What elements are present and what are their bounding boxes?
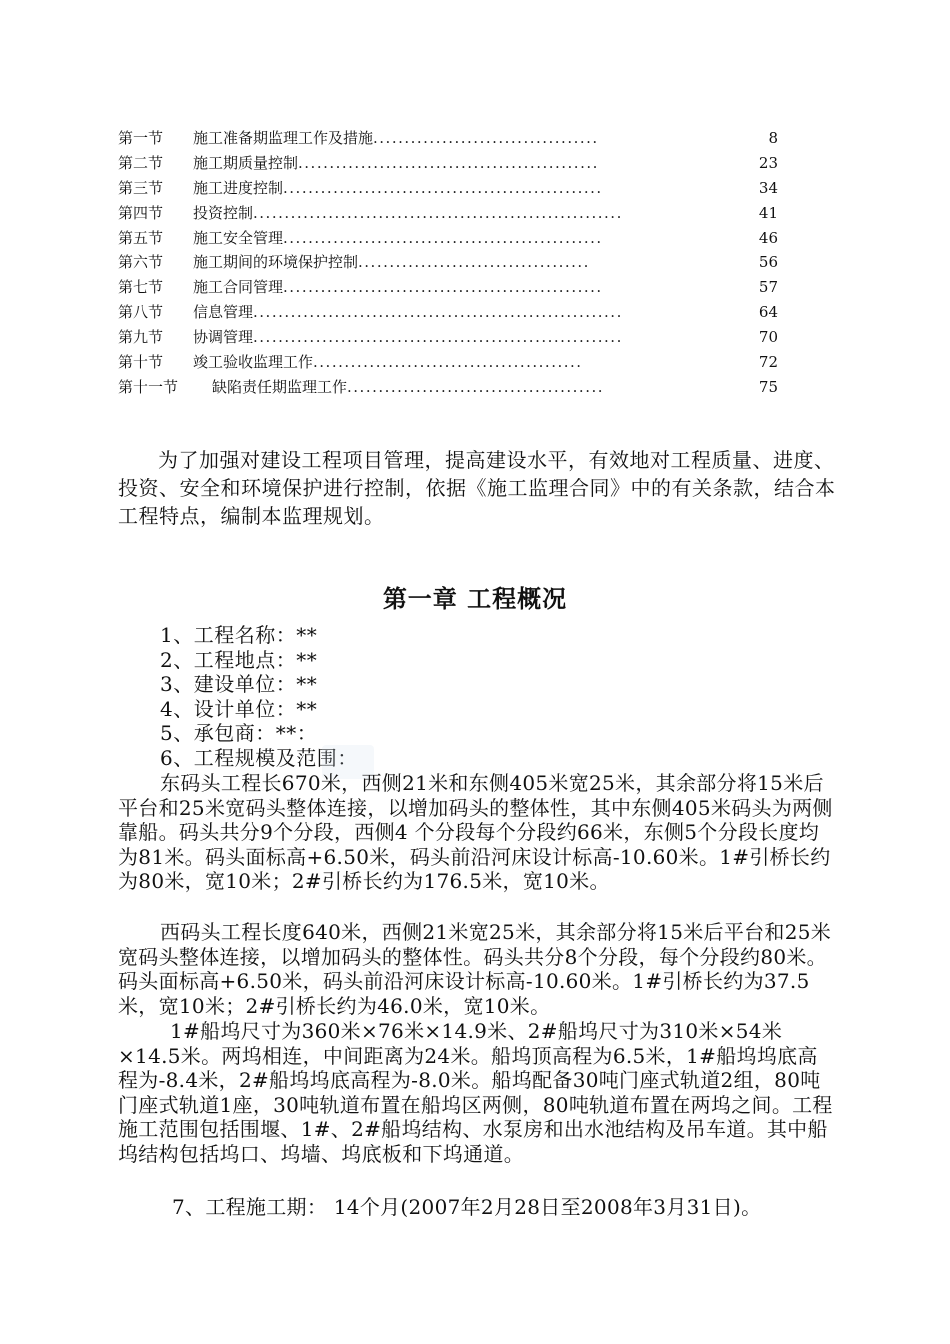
- toc-section-title: 缺陷责任期监理工作: [212, 377, 348, 396]
- toc-leader-dots: ...........................................................: [253, 303, 623, 322]
- toc-section-title: 施工安全管理: [193, 228, 284, 247]
- toc-page-number: 23: [758, 151, 778, 176]
- toc-section-number: 第十一节: [118, 377, 179, 396]
- toc-row[interactable]: [118, 325, 778, 350]
- toc-section-number: 第九节: [118, 328, 164, 347]
- intro-paragraph: 为了加强对建设工程项目管理，提高建设水平，有效地对工程质量、进度、投资、安全和环境保护进行控制，依据《施工监理合同》中的有关条款，结合本工程特点，编制本监理规划。: [118, 448, 836, 528]
- toc-section-number: 第四节: [118, 203, 164, 222]
- toc-leader-dots: ...................................................: [283, 228, 603, 247]
- toc-leader-dots: ....................................: [373, 129, 599, 147]
- list-item: 6、工程规模及范围：: [160, 745, 358, 770]
- list-item: 3、建设单位：**: [160, 672, 318, 696]
- list-item: 2、工程地点：**: [160, 647, 318, 672]
- toc-row[interactable]: [118, 226, 778, 251]
- toc-leader-dots: ...................................................: [283, 278, 603, 297]
- overview-list: [160, 623, 800, 770]
- toc-page-number: 75: [758, 375, 778, 400]
- toc-row[interactable]: [118, 201, 778, 226]
- toc-leader-dots: ...................................................: [283, 178, 603, 197]
- toc-section-number: 第一节: [118, 129, 164, 147]
- toc-leader-dots: ...........................................: [313, 353, 583, 372]
- toc-section-title: 竣工验收监理工作: [193, 353, 314, 372]
- toc-section-title: 投资控制: [193, 203, 254, 222]
- toc-row[interactable]: [118, 275, 778, 300]
- chapter-title: 第一章 工程概况: [382, 585, 568, 613]
- toc-section-number: 第六节: [118, 253, 164, 272]
- toc-section-number: 第八节: [118, 303, 164, 322]
- toc-leader-dots: ...........................................................: [253, 203, 623, 222]
- toc-section-title: 施工期质量控制: [193, 153, 299, 172]
- west-dock-paragraph: 西码头工程长度640米，西侧21米宽25米，其余部分将15米后平台和25米宽码头整体连接，以增加码头的整体性。码头共分8个分段，每个分段约80米。码头面标高+6.50米，码头前沿河床设计标高-10.60米。1#引桥长约为37.5米，宽10米；2#引桥长约为46.0米，宽10米。: [118, 920, 832, 1018]
- toc-leader-dots: ...........................................................: [253, 328, 623, 347]
- toc-leader-dots: .........................................: [347, 377, 605, 396]
- toc-row[interactable]: [118, 350, 778, 375]
- toc-section-title: 施工进度控制: [193, 178, 284, 197]
- toc-section-title: 施工合同管理: [193, 278, 284, 297]
- toc-page-number: 46: [758, 226, 778, 251]
- toc-page-number: 41: [758, 201, 778, 226]
- toc-page-number: 72: [758, 350, 778, 375]
- list-item: 4、设计单位：**: [160, 696, 318, 721]
- toc-leader-dots: ................................................: [298, 153, 599, 172]
- dry-dock-paragraph: 1#船坞尺寸为360米×76米×14.9米、2#船坞尺寸为310米×54米×14.5米。两坞相连，中间距离为24米。船坞顶高程为6.5米，1#船坞坞底高程为-8.4米，2#船坞坞底高程为-8.0米。船坞配备30吨门座式轨道2组，80吨门座式轨道1座，30吨轨道布置在船坞区两侧，80吨轨道布置在两坞之间。工程施工范围包括围堰、1#、2#船坞结构、水泵房和出水池结构及吊车道。其中船坞结构包括坞口、坞墙、坞底板和下坞通道。: [118, 1019, 833, 1166]
- toc-row[interactable]: [118, 375, 778, 400]
- toc-row[interactable]: [118, 300, 778, 325]
- toc-section-number: 第七节: [118, 278, 164, 297]
- toc-section-number: 第五节: [118, 228, 164, 247]
- toc-page-number: 8: [767, 126, 778, 151]
- toc-section-title: 施工准备期监理工作及措施: [193, 129, 374, 147]
- toc-section-number: 第二节: [118, 153, 164, 172]
- toc-section-number: 第三节: [118, 178, 164, 197]
- toc-section-title: 信息管理: [193, 303, 254, 322]
- toc-row[interactable]: [118, 250, 778, 275]
- toc-page-number: 56: [758, 250, 778, 275]
- construction-period: 7、工程施工期： 14个月(2007年2月28日至2008年3月31日)。: [172, 1195, 762, 1219]
- list-item: 5、承包商：**：: [160, 721, 318, 745]
- toc-page-number: 70: [758, 325, 778, 350]
- toc-leader-dots: .....................................: [358, 253, 590, 272]
- toc-section-number: 第十节: [118, 353, 164, 372]
- toc-row[interactable]: [118, 151, 778, 176]
- toc-row[interactable]: [118, 126, 778, 151]
- toc-section-title: 施工期间的环境保护控制: [193, 253, 359, 272]
- east-dock-paragraph: 东码头工程长670米，西侧21米和东侧405米宽25米，其余部分将15米后平台和25米宽码头整体连接，以增加码头的整体性，其中东侧405米码头为两侧靠船。码头共分9个分段，西侧4 个分段每个分段约66米，东侧5个分段长度均为81米。码头面标高+6.50米，码头前沿河床设计标高-10.60米。1#引桥长约为80米，宽10米；2#引桥长约为176.5米，宽10米。: [118, 771, 833, 894]
- list-item: 1、工程名称：**: [160, 623, 318, 647]
- table-of-contents: [118, 126, 778, 400]
- toc-section-title: 协调管理: [193, 328, 254, 347]
- toc-page-number: 57: [758, 275, 778, 300]
- toc-row[interactable]: [118, 176, 778, 201]
- toc-page-number: 64: [758, 300, 778, 325]
- toc-page-number: 34: [758, 176, 778, 201]
